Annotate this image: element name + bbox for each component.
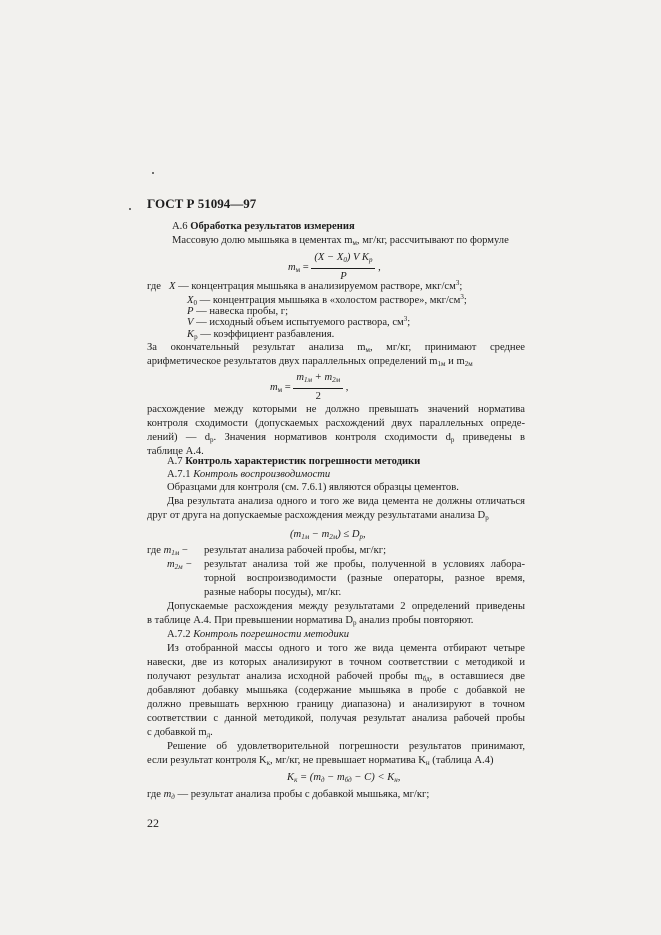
formula-control: $K_к = (m_д - m_{бд} - C) < K_н$, [287,772,401,784]
paragraph-decision-line: Решение об удовлетворительной погрешности результатов принимают, [167,741,525,752]
legend-text: торной воспроизводимости (разные операторы, разное время, [204,573,525,584]
legend-row: $K_p$ — коэффициент разбавления. [187,329,335,341]
section-a71-heading: А.7.1 Контроль воспроизводимости [167,469,331,480]
section-a7-heading: А.7 Контроль характеристик погрешности методики [167,456,421,467]
paragraph-decision-line: если результат контроля $K_к$, мг/кг, не превышает норматива $K_н$ (таблица А.4) [147,755,494,767]
legend-row: где $m_{1м}$ − [147,545,188,557]
legend-row: где X — концентрация мышьяка в анализируемом растворе, мкг/$см^3$; [147,279,463,292]
legend-symbol: $m_{2м}$ − [167,559,193,571]
paragraph-final-line: арифметическое результатов двух параллельных определений $m_{1м}$ и $m_{2м}$ [147,356,473,368]
paragraph-allowed-line: в таблице А.4. При превышении норматива $D_p$ анализ пробы повторяют. [147,615,474,627]
section-a72-heading: А.7.2 Контроль погрешности методики [167,629,350,640]
formula-reproducibility: $(m_{1м} - m_{2м}) \le D_p$, [290,529,366,541]
paragraph-two-results-line: друг от друга на допускаемые расхождения между результатами анализа $D_p$ [147,510,489,522]
formula-mean: $m_м$ = $\frac{m_{1м} + m_{2м}}{2}$ , [270,372,349,402]
paragraph-portion-line: соответствии с данной методикой, получая результат анализа рабочей пробы [147,713,525,724]
legend-row: где $m_д$ — результат анализа пробы с добавкой мышьяка, мг/кг; [147,789,430,801]
paragraph-portion-line: навески, две из которых анализируют в точном соответствии с методикой и [147,657,525,668]
paragraph-portion-line: добавляют добавку мышьяка (содержание мышьяка в пробе с добавкой не [147,685,525,696]
paragraph-portion-line: получают результат анализа исходной рабочей пробы $m_{бд}$, в оставшиеся две [147,671,525,683]
legend-row: V — исходный объем испытуемого раствора, $см^3$; [187,315,411,328]
paragraph-diverge-line: таблице А.4. [147,446,204,457]
legend-text: результат анализа рабочей пробы, мг/кг; [204,545,387,556]
legend-text: результат анализа той же пробы, полученной в условиях лабора- [204,559,525,570]
paragraph-diverge-line: расхождение между которыми не должно превышать значений норматива [147,404,525,415]
paragraph-allowed-line: Допускаемые расхождения между результатами 2 определений приведены [167,601,525,612]
paragraph-samples: Образцами для контроля (см. 7.6.1) являются образцы цементов. [167,482,459,493]
section-a6-number: А.6 [172,221,188,232]
section-a6-intro: Массовую долю мышьяка в цементах $m_м$, мг/кг, рассчитывают по формуле [172,235,509,247]
page-number: 22 [147,816,159,830]
scan-speck [129,208,131,210]
section-a6-heading [172,220,355,234]
page-header-title: ГОСТ Р 51094—97 [147,196,257,211]
legend-row: P — навеска пробы, г; [187,306,289,317]
formula-fraction: $\frac{(X - X_0) V K_p}{P}$ [311,251,375,284]
legend-text: разные наборы посуды), мг/кг. [204,587,342,598]
legend-row: $X_0$ — концентрация мышьяка в «холостом растворе», мкг/$см^3$; [187,293,467,307]
paragraph-two-results-line: Два результата анализа одного и того же вида цемента не должны отличаться [167,496,525,507]
formula-mass-fraction: $m_м$ = $\frac{(X - X_0) V K_p}{P}$ , [288,252,381,282]
paragraph-diverge-line: лений) — $d_p$. Значения нормативов контроля сходимости $d_p$ приведены в [147,432,525,444]
scan-speck [152,172,154,174]
paragraph-diverge-line: контроля сходимости (допускаемых расхождений двух параллельных опреде- [147,418,525,429]
paragraph-portion-line: Из отобранной массы одного и того же вида цемента отбирают четыре [167,643,525,654]
section-a6-title: Обработка результатов измерения [190,221,355,232]
paragraph-final-line: За окончательный результат анализа $m_м$, мг/кг, принимают среднее [147,342,525,354]
paragraph-portion-line: с добавкой $m_д$. [147,727,213,739]
paragraph-portion-line: должно превышать верхнюю границу диапазона) и анализируют в точном [147,699,525,710]
